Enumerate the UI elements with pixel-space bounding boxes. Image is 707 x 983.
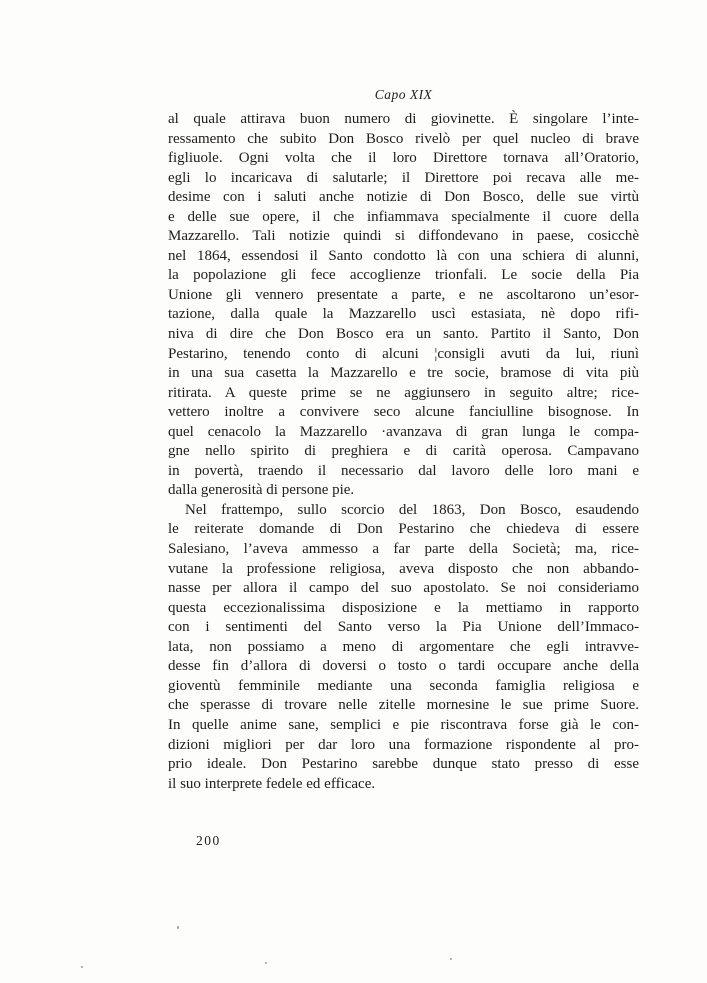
text-line: Nel frattempo, sullo scorcio del 1863, Don Bosco, esaudendo <box>185 501 639 518</box>
text-line: e delle sue opere, il che infiammava specialmente il cuore della <box>168 208 639 225</box>
text-line: ressamento che subito Don Bosco rivelò per quel nucleo di brave <box>168 130 639 147</box>
page-number: 200 <box>196 833 221 848</box>
text-line: quel cenacolo la Mazzarello ·avanzava di gran lunga le compa- <box>168 423 639 440</box>
text-line: le reiterate domande di Don Pestarino che chiedeva di essere <box>168 521 639 538</box>
text-line: ritirata. A queste prime se ne aggiunsero in seguito altre; rice- <box>168 384 639 401</box>
text-line: niva di dire che Don Bosco era un santo. Partito il Santo, Don <box>168 326 639 343</box>
text-line: gioventù femminile mediante una seconda famiglia religiosa e <box>168 677 639 694</box>
text-line: figliuole. Ogni volta che il loro Direttore tornava all’Oratorio, <box>168 150 639 167</box>
text-line: tazione, dalla quale la Mazzarello uscì estasiata, nè dopo rifi- <box>168 306 639 323</box>
text-line: dalla generosità di persone pie. <box>168 482 355 499</box>
text-line: vutane la professione religiosa, aveva disposto che non abbando- <box>168 560 639 577</box>
text-line: In quelle anime sane, semplici e pie riscontrava forse già le con- <box>168 716 639 733</box>
scan-speck <box>450 958 452 960</box>
text-line: gne nello spirito di preghiera e di carità operosa. Campavano <box>168 443 639 460</box>
text-line: vettero inoltre a convivere seco alcune fanciulline bisognose. In <box>168 404 639 421</box>
text-line: desime con i saluti anche notizie di Don Bosco, delle sue virtù <box>168 189 639 206</box>
text-line: in povertà, traendo il necessario dal lavoro delle loro mani e <box>168 462 639 479</box>
text-line: egli lo incaricava di salutarle; il Direttore poi recava alle me- <box>168 169 639 186</box>
text-line: con i sentimenti del Santo verso la Pia Unione dell’Immaco- <box>168 619 639 636</box>
running-header: Capo XIX <box>374 87 433 102</box>
text-line: in una sua casetta la Mazzarello e tre socie, bramose di vita più <box>168 365 639 382</box>
text-line: desse fin d’allora di doversi o tosto o tardi occupare anche della <box>168 658 639 675</box>
scan-speck <box>177 926 179 929</box>
text-line: lata, non possiamo a meno di argomentare che egli intravve- <box>168 638 639 655</box>
text-line: il suo interprete fedele ed efficace. <box>168 775 376 792</box>
text-line: nel 1864, essendosi il Santo condotto là con una schiera di alunni, <box>168 247 639 264</box>
scan-speck <box>81 966 83 968</box>
text-line: nasse per allora il campo del suo apostolato. Se noi consideriamo <box>168 580 639 597</box>
text-line: Mazzarello. Tali notizie quindi si diffondevano in paese, cosicchè <box>168 228 639 245</box>
text-line: Salesiano, l’aveva ammesso a far parte della Società; ma, rice- <box>168 541 639 558</box>
text-line: Unione gli vennero presentate a parte, e ne ascoltarono un’esor- <box>168 286 639 303</box>
body-text <box>168 110 639 794</box>
text-line: al quale attirava buon numero di giovinette. È singolare l’inte- <box>168 111 639 127</box>
text-line: dizioni migliori per dar loro una formazione rispondente al pro- <box>168 736 639 753</box>
text-line: che sperasse di trovare nelle zitelle mornesine le sue prime Suore. <box>168 697 639 714</box>
text-line: la popolazione gli fece accoglienze trionfali. Le socie della Pia <box>168 267 639 284</box>
scan-speck <box>265 962 267 964</box>
text-line: questa eccezionalissima disposizione e la mettiamo in rapporto <box>168 599 639 616</box>
text-line: prio ideale. Don Pestarino sarebbe dunque stato presso di esse <box>168 756 639 773</box>
text-line: Pestarino, tenendo conto di alcuni ¦consigli avuti da lui, riunì <box>168 345 639 362</box>
